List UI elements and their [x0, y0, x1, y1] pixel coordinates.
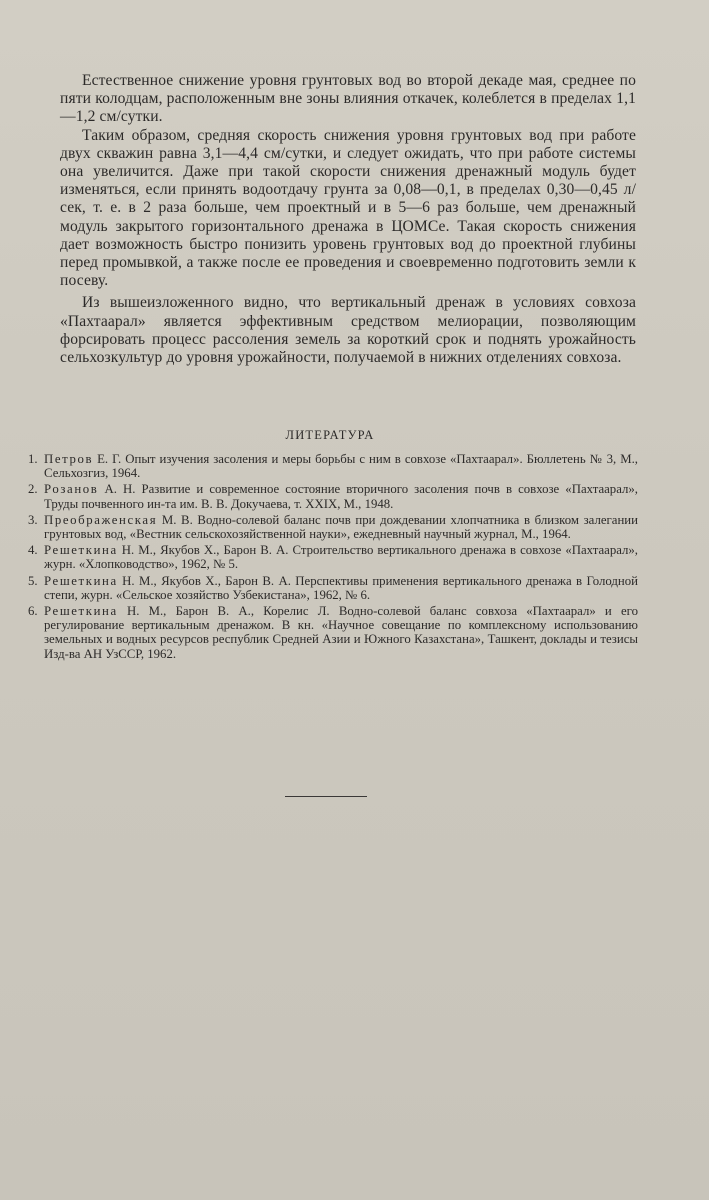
reference-number: 3.: [28, 512, 38, 527]
reference-body: [44, 513, 638, 541]
body-text: [60, 72, 636, 367]
reference-text: Н. М., Якубов Х., Барон В. А. Перспективы применения вертикального дренажа в Голодной степи, журн. «Сельское хозяйство Узбекистана», 1962, № 6.: [44, 573, 638, 602]
reference-item: [28, 482, 638, 510]
reference-author: Розанов: [44, 482, 99, 497]
references-list: [28, 452, 638, 663]
reference-item: [28, 452, 638, 480]
paragraph-1: Естественное снижение уровня грунтовых вод во второй декаде мая, среднее по пяти колодцам, расположенным вне зоны влияния откачек, колеблется в пределах 1,1—1,2 см/сутки.: [60, 72, 636, 126]
reference-number: 1.: [28, 452, 38, 466]
reference-text: Н. М., Барон В. А., Корелис Л. Водно-солевой баланс совхоза «Пахтаарал» и его регулирование вертикальным дренажом. В кн. «Научное совещание по комплексному использованию земельных и водных ресурсов республик Средней Азии и Южного Казахстана», Ташкент, доклады и тезисы Изд-ва АН УзССР, 1962.: [44, 604, 638, 661]
closing-rule: [285, 796, 367, 797]
reference-item: [28, 604, 638, 661]
reference-body: [44, 452, 638, 480]
reference-body: [44, 543, 638, 571]
reference-item: [28, 543, 638, 571]
reference-author: Преображенская: [44, 512, 158, 527]
reference-body: [44, 574, 638, 602]
reference-number: 2.: [28, 482, 38, 497]
reference-text: М. В. Водно-солевой баланс почв при дождевании хлопчатника в близком залегании грунтовых вод, «Вестник сельскохозяйственной науки», ежедневный научный журнал, М., 1964.: [44, 512, 638, 542]
reference-item: [28, 513, 638, 541]
reference-author: Решеткина: [44, 573, 118, 588]
reference-author: Решеткина: [44, 543, 118, 558]
reference-author: Решеткина: [44, 604, 118, 619]
reference-author: Петров: [44, 452, 94, 466]
reference-body: [44, 604, 638, 661]
reference-item: [28, 574, 638, 602]
reference-text: А. Н. Развитие и современное состояние вторичного засоления почв в совхозе «Пахтаарал», Труды почвенного ин-та им. В. В. Докучаева, т. XXIX, М., 1948.: [44, 482, 638, 511]
paragraph-2: Таким образом, средняя скорость снижения уровня грунтовых вод при работе двух скважин равна 3,1—4,4 см/сутки, и следует ожидать, что при работе системы она увеличится. Даже при такой скорости снижения дренажный модуль будет изменяться, если принять водоотдачу грунта за 0,08—0,1, в пределах 0,30—0,45 л/сек, т. е. в 2 раза больше, чем проектный и в 5—6 раз больше, чем дренажный модуль закрытого горизонтального дренажа в ЦОМСе. Такая скорость снижения дает возможность быстро понизить уровень грунтовых вод до проектной глубины перед промывкой, а также после ее проведения и своевременно подготовить земли к посеву.: [60, 126, 636, 290]
reference-text: Е. Г. Опыт изучения засоления и меры борьбы с ним в совхозе «Пахтаарал». Бюллетень № 3, М., Сельхозгиз, 1964.: [44, 452, 638, 481]
paragraph-3: Из вышеизложенного видно, что вертикальный дренаж в условиях совхоза «Пахтаарал» является эффективным средством мелиорации, позволяющим форсировать процесс рассоления земель за короткий срок и поднять урожайность сельхозкультур до уровня урожайности, получаемой в нижних отделениях совхоза.: [60, 294, 636, 367]
reference-number: 5.: [28, 573, 38, 588]
reference-body: [44, 482, 638, 510]
reference-number: 6.: [28, 604, 38, 619]
reference-number: 4.: [28, 543, 38, 558]
reference-text: Н. М., Якубов Х., Барон В. А. Строительство вертикального дренажа в совхозе «Пахтаарал», журн. «Хлопководство», 1962, № 5.: [44, 543, 638, 572]
references-heading: ЛИТЕРАТУРА: [285, 428, 375, 442]
